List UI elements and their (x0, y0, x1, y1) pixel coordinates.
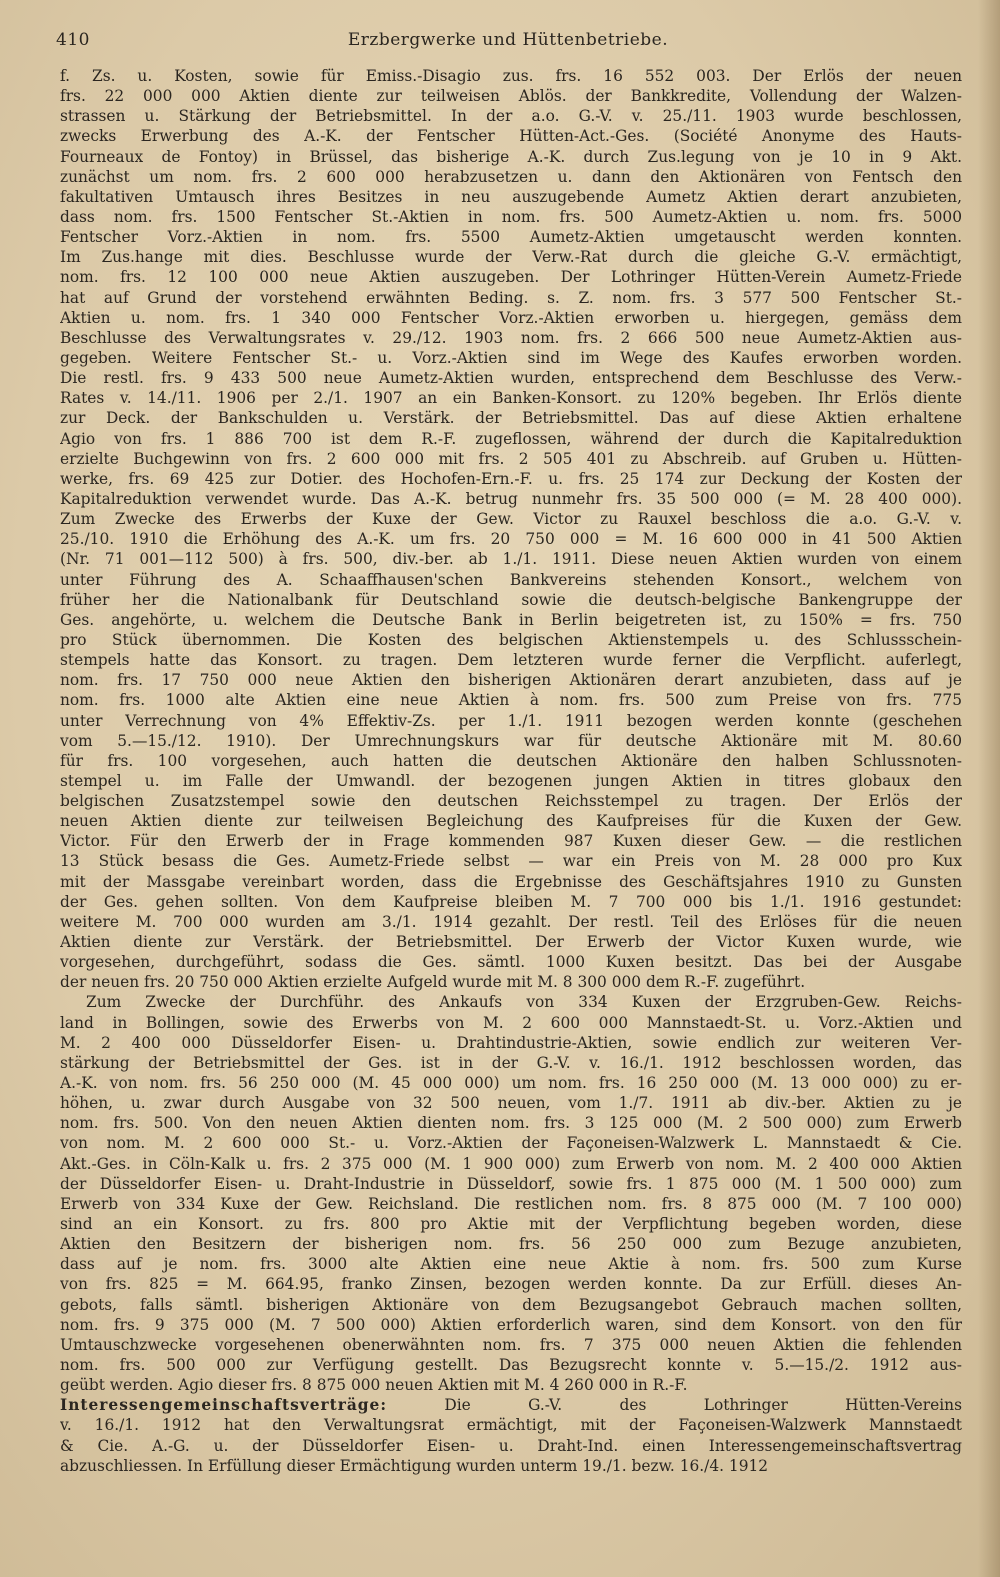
text-line: höhen, u. zwar durch Ausgabe von 32 500 neuen, vom 1./7. 1911 ab div.-ber. Aktien zu je (60, 1094, 962, 1113)
text-line: Ges. angehörte, u. welchem die Deutsche Bank in Berlin beigetreten ist, zu 150% = frs. 750 (60, 610, 962, 629)
text-line: M. 2 400 000 Düsseldorfer Eisen- u. Drahtindustrie-Aktien, sowie endlich zur weiteren Ver- (60, 1033, 962, 1052)
text-line: dass nom. frs. 1500 Fentscher St.-Aktien in nom. frs. 500 Aumetz-Aktien u. nom. frs. 5000 (60, 207, 962, 226)
text-line: Kapitalreduktion verwendet wurde. Das A.-K. betrug nunmehr frs. 35 500 000 (= M. 28 400 000). (60, 489, 962, 508)
text-line: belgischen Zusatzstempel sowie den deutschen Reichsstempel zu tragen. Der Erlös der (60, 792, 962, 811)
text-line: 13 Stück besass die Ges. Aumetz-Friede selbst — war ein Preis von M. 28 000 pro Kux (60, 852, 962, 871)
text-line: frs. 22 000 000 Aktien diente zur teilweisen Ablös. der Bankkredite, Vollendung der Walzen- (60, 87, 962, 106)
text-line: gebots, falls sämtl. bisherigen Aktionäre von dem Bezugsangebot Gebrauch machen sollten, (60, 1295, 962, 1314)
text-line: von nom. M. 2 600 000 St.- u. Vorz.-Aktien der Façoneisen-Walzwerk L. Mannstaedt & Cie. (60, 1134, 962, 1153)
text-line: Agio von frs. 1 886 700 ist dem R.-F. zugeflossen, während der durch die Kapitalreduktion (60, 429, 962, 448)
body-text (60, 66, 962, 1476)
text-line: der Ges. gehen sollten. Von dem Kaufpreise bleiben M. 7 700 000 bis 1./1. 1916 gestundet: (60, 892, 962, 911)
text-line: v. 16./1. 1912 hat den Verwaltungsrat ermächtigt, mit der Façoneisen-Walzwerk Mannstaedt (60, 1416, 962, 1435)
page-edge-shadow (978, 0, 1000, 1577)
section-heading: Interessengemeinschaftsverträge: (60, 1396, 388, 1415)
text-line: mit der Massgabe vereinbart worden, dass die Ergebnisse des Geschäftsjahres 1910 zu Gunsten (60, 872, 962, 891)
text-line: nom. frs. 17 750 000 neue Aktien den bisherigen Aktionären derart anzubieten, dass auf je (60, 671, 962, 690)
text-line: fakultativen Umtausch ihres Besitzes in neu auszugebende Aumetz Aktien derart anzubieten, (60, 187, 962, 206)
text-line: Victor. Für den Erwerb der in Frage kommenden 987 Kuxen dieser Gew. — die restlichen (60, 832, 962, 851)
text-line: zwecks Erwerbung des A.-K. der Fentscher Hütten-Act.-Ges. (Société Anonyme des Hauts- (60, 127, 962, 146)
text-line: stärkung der Betriebsmittel der Ges. ist in der G.-V. v. 16./1. 1912 beschlossen worden, das (60, 1053, 962, 1072)
text-line: geübt werden. Agio dieser frs. 8 875 000 neuen Aktien mit M. 4 260 000 in R.-F. (60, 1376, 688, 1395)
text-line (60, 1395, 962, 1415)
text-line: nom. frs. 500 000 zur Verfügung gestellt. Das Bezugsrecht konnte v. 5.—15./2. 1912 aus- (60, 1356, 962, 1374)
text-line: nom. frs. 500. Von den neuen Aktien dienten nom. frs. 3 125 000 (M. 2 500 000) zum Erwerb (60, 1114, 962, 1133)
paragraph-2 (60, 992, 962, 1395)
text-line: stempel u. im Falle der Umwandl. der bezogenen jungen Aktien in titres globaux den (60, 771, 962, 790)
running-title: Erzbergwerke und Hüttenbetriebe. (347, 30, 669, 50)
text-line: A.-K. von nom. frs. 56 250 000 (M. 45 000 000) um nom. frs. 16 250 000 (M. 13 000 000) zu er- (60, 1074, 962, 1093)
text-line: hat auf Grund der vorstehend erwähnten Beding. s. Z. nom. frs. 3 577 500 Fentscher St.- (60, 288, 962, 307)
text-line: erzielte Buchgewinn von frs. 2 600 000 mit frs. 2 505 401 zu Abschreib. auf Gruben u. Hütten- (60, 449, 962, 468)
text-line: weitere M. 700 000 wurden am 3./1. 1914 gezahlt. Der restl. Teil des Erlöses für die neuen (60, 912, 962, 931)
text-line: Akt.-Ges. in Cöln-Kalk u. frs. 2 375 000 (M. 1 900 000) zum Erwerb von nom. M. 2 400 000 Aktien (60, 1154, 962, 1173)
text-line: 25./10. 1910 die Erhöhung des A.-K. um frs. 20 750 000 = M. 16 600 000 in 41 500 Aktien (60, 530, 962, 549)
text-line: Aktien diente zur Verstärk. der Betriebsmittel. Der Erwerb der Victor Kuxen wurde, wie (60, 933, 962, 952)
text-line: Umtauschzwecke vorgesehenen obenerwähnten nom. frs. 7 375 000 neuen Aktien die fehlenden (60, 1335, 962, 1354)
text-line: früher her die Nationalbank für Deutschland sowie die deutsch-belgische Bankengruppe der (60, 590, 962, 609)
text-line: zur Deck. der Bankschulden u. Verstärk. der Betriebsmittel. Das auf diese Aktien erhaltene (60, 409, 962, 428)
text-line: Fourneaux de Fontoy) in Brüssel, das bisherige A.-K. durch Zus.legung von je 10 in 9 Akt. (60, 147, 962, 166)
text-line: Aktien u. nom. frs. 1 340 000 Fentscher Vorz.-Aktien erworben u. hiergegen, gemäss dem (60, 308, 962, 327)
text-line: Erwerb von 334 Kuxe der Gew. Reichsland. Die restlichen nom. frs. 8 875 000 (M. 7 100 000) (60, 1194, 962, 1213)
text-line: nom. frs. 9 375 000 (M. 7 500 000) Aktien erforderlich waren, sind dem Konsort. von den für (60, 1315, 962, 1334)
text-line: f. Zs. u. Kosten, sowie für Emiss.-Disagio zus. frs. 16 552 003. Der Erlös der neuen (60, 67, 962, 85)
text-line: von frs. 825 = M. 664.95, franko Zinsen, bezogen werden konnte. Da zur Erfüll. dieses An- (60, 1275, 962, 1294)
text-line: Rates v. 14./11. 1906 per 2./1. 1907 an ein Banken-Konsort. zu 120% begeben. Ihr Erlös diente (60, 389, 962, 408)
text-line: Im Zus.hange mit dies. Beschlusse wurde der Verw.-Rat durch die gleiche G.-V. ermächtigt, (60, 248, 962, 267)
text-line: Zum Zwecke des Erwerbs der Kuxe der Gew. Victor zu Rauxel beschloss die a.o. G.-V. v. (60, 510, 962, 529)
text-line: dass auf je nom. frs. 3000 alte Aktien eine neue Aktie à nom. frs. 500 zum Kurse (60, 1255, 962, 1274)
text-line: vom 5.—15./12. 1910). Der Umrechnungskurs war für deutsche Aktionäre mit M. 80.60 (60, 731, 962, 750)
text-line: vorgesehen, durchgeführt, sodass die Ges. sämtl. 1000 Kuxen besitzt. Das bei der Ausgabe (60, 953, 962, 972)
text-line: sind an ein Konsort. zu frs. 800 pro Aktie mit der Verpflichtung begeben worden, diese (60, 1215, 962, 1234)
text-line: strassen u. Stärkung der Betriebsmittel. In der a.o. G.-V. v. 25./11. 1903 wurde beschlossen, (60, 107, 962, 126)
text-line: Aktien den Besitzern der bisherigen nom. frs. 56 250 000 zum Bezuge anzubieten, (60, 1235, 962, 1254)
text-line: der Düsseldorfer Eisen- u. Draht-Industrie in Düsseldorf, sowie frs. 1 875 000 (M. 1 500 000) zum (60, 1174, 962, 1193)
text-line: pro Stück übernommen. Die Kosten des belgischen Aktienstempels u. des Schlussschein- (60, 630, 962, 649)
page-number: 410 (56, 30, 90, 50)
text-line: unter Verrechnung von 4% Effektiv-Zs. per 1./1. 1911 bezogen werden konnte (geschehen (60, 711, 962, 730)
text-line: nom. frs. 12 100 000 neue Aktien auszugeben. Der Lothringer Hütten-Verein Aumetz-Friede (60, 268, 962, 287)
paragraph-1 (60, 66, 962, 992)
text-line: abzuschliessen. In Erfüllung dieser Ermächtigung wurden unterm 19./1. bezw. 16./4. 1912 (60, 1456, 769, 1475)
text-line: für frs. 100 vorgesehen, auch hatten die deutschen Aktionäre den halben Schlussnoten- (60, 751, 962, 770)
text-line: nom. frs. 1000 alte Aktien eine neue Aktien à nom. frs. 500 zum Preise von frs. 775 (60, 691, 962, 710)
text-line: Zum Zwecke der Durchführ. des Ankaufs von 334 Kuxen der Erzgruben-Gew. Reichs- (86, 993, 962, 1012)
text-line: stempels hatte das Konsort. zu tragen. Dem letzteren wurde ferner die Verpflicht. auferlegt, (60, 651, 962, 670)
text-line: land in Bollingen, sowie des Erwerbs von M. 2 600 000 Mannstaedt-St. u. Vorz.-Aktien und (60, 1013, 962, 1032)
text-line: Fentscher Vorz.-Aktien in nom. frs. 5500 Aumetz-Aktien umgetauscht werden konnten. (60, 228, 962, 247)
text-line: & Cie. A.-G. u. der Düsseldorfer Eisen- u. Draht-Ind. einen Interessengemeinschaftsvertrag (60, 1436, 962, 1455)
text-line: neuen Aktien diente zur teilweisen Begleichung des Kaufpreises für die Kuxen der Gew. (60, 812, 962, 831)
text-line: der neuen frs. 20 750 000 Aktien erzielte Aufgeld wurde mit M. 8 300 000 dem R.-F. zugeführt. (60, 973, 806, 992)
text-line: werke, frs. 69 425 zur Dotier. des Hochofen-Ern.-F. u. frs. 25 174 zur Deckung der Kosten der (60, 469, 962, 488)
text-line: unter Führung des A. Schaaffhausen'schen Bankvereins stehenden Konsort., welchem von (60, 570, 962, 589)
paragraph-3 (60, 1395, 962, 1476)
text-line-content: Die G.-V. des Lothringer Hütten-Vereins (387, 1396, 962, 1415)
text-line: Die restl. frs. 9 433 500 neue Aumetz-Aktien wurden, entsprechend dem Beschlusse des Verw.- (60, 369, 962, 388)
text-line: gegeben. Weitere Fentscher St.- u. Vorz.-Aktien sind im Wege des Kaufes erworben worden. (60, 348, 962, 367)
text-line: (Nr. 71 001—112 500) à frs. 500, div.-ber. ab 1./1. 1911. Diese neuen Aktien wurden von einem (60, 550, 962, 569)
text-line: zunächst um nom. frs. 2 600 000 herabzusetzen u. dann den Aktionären von Fentsch den (60, 167, 962, 186)
text-line: Beschlusse des Verwaltungsrates v. 29./12. 1903 nom. frs. 2 666 500 neue Aumetz-Aktien aus- (60, 328, 962, 347)
page-header (56, 30, 960, 58)
